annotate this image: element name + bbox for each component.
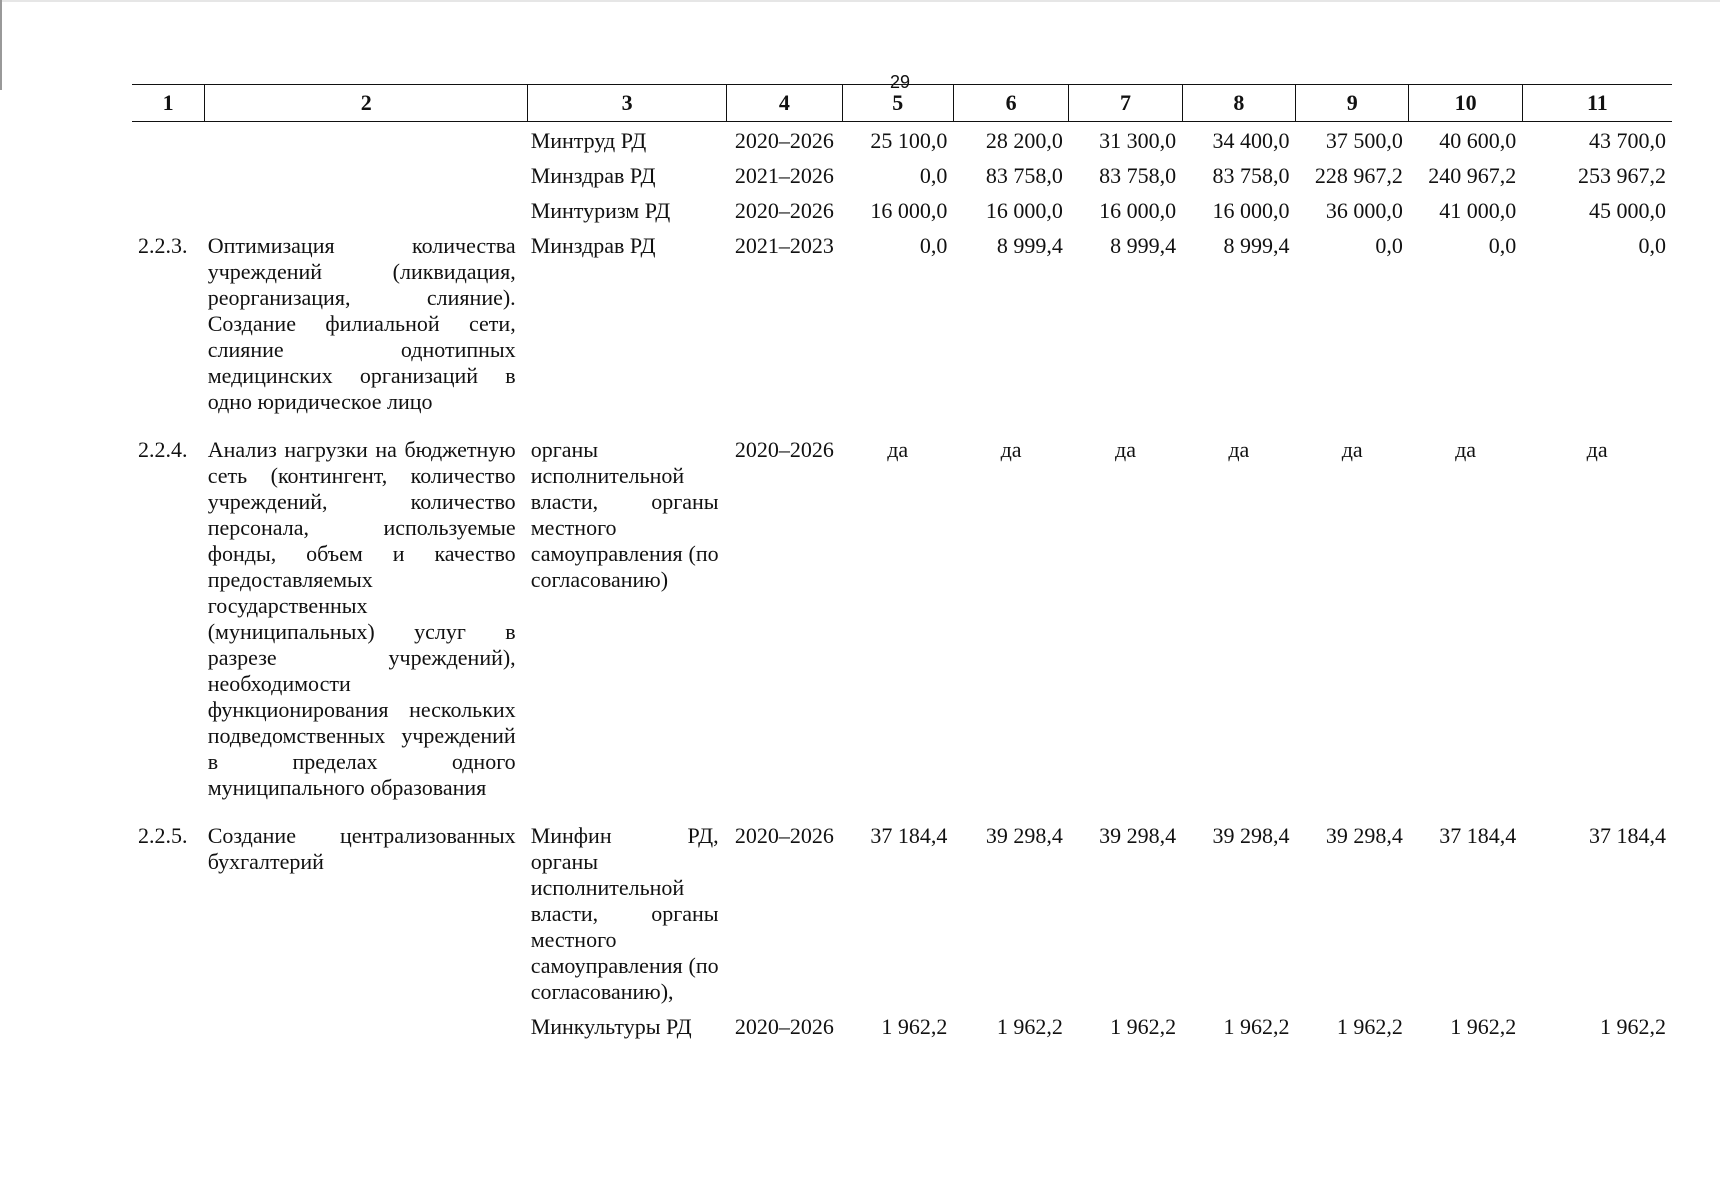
table-row <box>132 1008 1672 1043</box>
item-code <box>132 1008 205 1043</box>
item-period: 2020–2026 <box>734 823 834 848</box>
column-header: 1 <box>132 85 205 122</box>
value-cell: да <box>1586 437 1608 462</box>
table-row <box>132 122 1672 158</box>
value-cell: 37 184,4 <box>1439 823 1517 848</box>
item-code <box>132 157 205 192</box>
column-header: 9 <box>1296 85 1409 122</box>
value-cell: 0,0 <box>1375 233 1403 258</box>
item-executor: органы исполнительной власти, органы местного самоуправления (по согласованию) <box>530 437 719 592</box>
value-cell: 28 200,0 <box>985 128 1063 153</box>
item-executor: Минфин РД, органы исполнительной власти, органы местного самоуправления (по согласованию), <box>530 823 719 1004</box>
value-cell: 36 000,0 <box>1325 198 1403 223</box>
value-cell: да <box>1115 437 1136 462</box>
value-cell: да <box>1341 437 1363 462</box>
column-header: 2 <box>205 85 528 122</box>
item-executor: Минздрав РД <box>530 233 656 258</box>
value-cell: 83 758,0 <box>1099 163 1177 188</box>
value-cell: да <box>1228 437 1250 462</box>
item-code: 2.2.5. <box>138 823 188 848</box>
value-cell: 37 184,4 <box>1589 823 1666 848</box>
value-cell: да <box>1000 437 1022 462</box>
value-cell: 1 962,2 <box>1450 1014 1517 1039</box>
value-cell: 8 999,4 <box>1110 233 1177 258</box>
table-header-row <box>132 85 1672 122</box>
item-period: 2021–2023 <box>734 233 834 258</box>
value-cell: 34 400,0 <box>1212 128 1290 153</box>
value-cell: 253 967,2 <box>1578 163 1666 188</box>
value-cell: 240 967,2 <box>1428 163 1517 188</box>
column-header: 10 <box>1409 85 1522 122</box>
value-cell: 83 758,0 <box>985 163 1063 188</box>
item-description: Оптимизация количества учреждений (ликвидация, реорганизация, слияние). Создание филиальной сети, слияние однотипных медицинских организаций в одно юридическое лицо <box>207 233 516 414</box>
column-header: 7 <box>1069 85 1182 122</box>
value-cell: 83 758,0 <box>1212 163 1290 188</box>
column-header: 4 <box>727 85 843 122</box>
value-cell: 1 962,2 <box>996 1014 1063 1039</box>
value-cell: 37 500,0 <box>1325 128 1403 153</box>
item-executor: Минтуризм РД <box>530 198 671 223</box>
item-executor: Минкультуры РД <box>530 1014 692 1039</box>
column-header: 6 <box>953 85 1069 122</box>
item-description <box>205 157 528 192</box>
column-header: 5 <box>842 85 953 122</box>
value-cell: 37 184,4 <box>870 823 948 848</box>
value-cell: 39 298,4 <box>1099 823 1177 848</box>
item-code <box>132 122 205 158</box>
value-cell: 228 967,2 <box>1314 163 1403 188</box>
item-description <box>205 1008 528 1043</box>
item-executor: Минтруд РД <box>530 128 647 153</box>
value-cell: 45 000,0 <box>1589 198 1666 223</box>
value-cell: 16 000,0 <box>870 198 948 223</box>
value-cell: 1 962,2 <box>1110 1014 1177 1039</box>
column-header: 8 <box>1182 85 1295 122</box>
item-code <box>132 192 205 227</box>
table-row <box>132 227 1672 431</box>
item-period: 2021–2026 <box>734 163 834 188</box>
item-code: 2.2.4. <box>138 437 188 462</box>
item-executor: Минздрав РД <box>530 163 656 188</box>
item-period: 2020–2026 <box>734 1014 834 1039</box>
item-period: 2020–2026 <box>734 128 834 153</box>
value-cell: 1 962,2 <box>881 1014 948 1039</box>
value-cell: 39 298,4 <box>985 823 1063 848</box>
value-cell: 43 700,0 <box>1589 128 1666 153</box>
item-description <box>205 122 528 158</box>
value-cell: 16 000,0 <box>985 198 1063 223</box>
item-period: 2020–2026 <box>734 198 834 223</box>
value-cell: 31 300,0 <box>1099 128 1177 153</box>
item-description <box>205 192 528 227</box>
table-row <box>132 817 1672 1008</box>
item-code: 2.2.3. <box>138 233 188 258</box>
document-sheet <box>132 84 1672 1043</box>
column-header: 3 <box>528 85 727 122</box>
value-cell: да <box>887 437 909 462</box>
value-cell: 8 999,4 <box>1223 233 1290 258</box>
table-row <box>132 192 1672 227</box>
value-cell: 8 999,4 <box>996 233 1063 258</box>
value-cell: 16 000,0 <box>1099 198 1177 223</box>
budget-table <box>132 84 1672 1043</box>
value-cell: 1 962,2 <box>1600 1014 1666 1039</box>
item-description: Создание централизованных бухгалтерий <box>207 823 516 874</box>
page-number: 29 <box>889 72 911 92</box>
value-cell: да <box>1455 437 1477 462</box>
value-cell: 0,0 <box>1488 233 1517 258</box>
value-cell: 1 962,2 <box>1336 1014 1403 1039</box>
item-period: 2020–2026 <box>734 437 834 462</box>
value-cell: 39 298,4 <box>1212 823 1290 848</box>
value-cell: 0,0 <box>919 233 948 258</box>
value-cell: 1 962,2 <box>1223 1014 1290 1039</box>
value-cell: 25 100,0 <box>870 128 948 153</box>
table-row <box>132 431 1672 817</box>
value-cell: 16 000,0 <box>1212 198 1290 223</box>
value-cell: 41 000,0 <box>1439 198 1517 223</box>
value-cell: 0,0 <box>919 163 948 188</box>
value-cell: 40 600,0 <box>1439 128 1517 153</box>
value-cell: 39 298,4 <box>1325 823 1403 848</box>
item-description: Анализ нагрузки на бюджетную сеть (контингент, количество учреждений, количество персонала, используемые фонды, объем и качество предоставляемых государственных (муниципальных) услуг в разрезе учреждений), необходимости функционирования нескольких подведомственных учреждений в пределах одного муниципального образования <box>207 437 516 800</box>
table-row <box>132 157 1672 192</box>
scan-edge-top <box>0 0 1720 2</box>
column-header: 11 <box>1522 85 1672 122</box>
value-cell: 0,0 <box>1638 233 1666 258</box>
